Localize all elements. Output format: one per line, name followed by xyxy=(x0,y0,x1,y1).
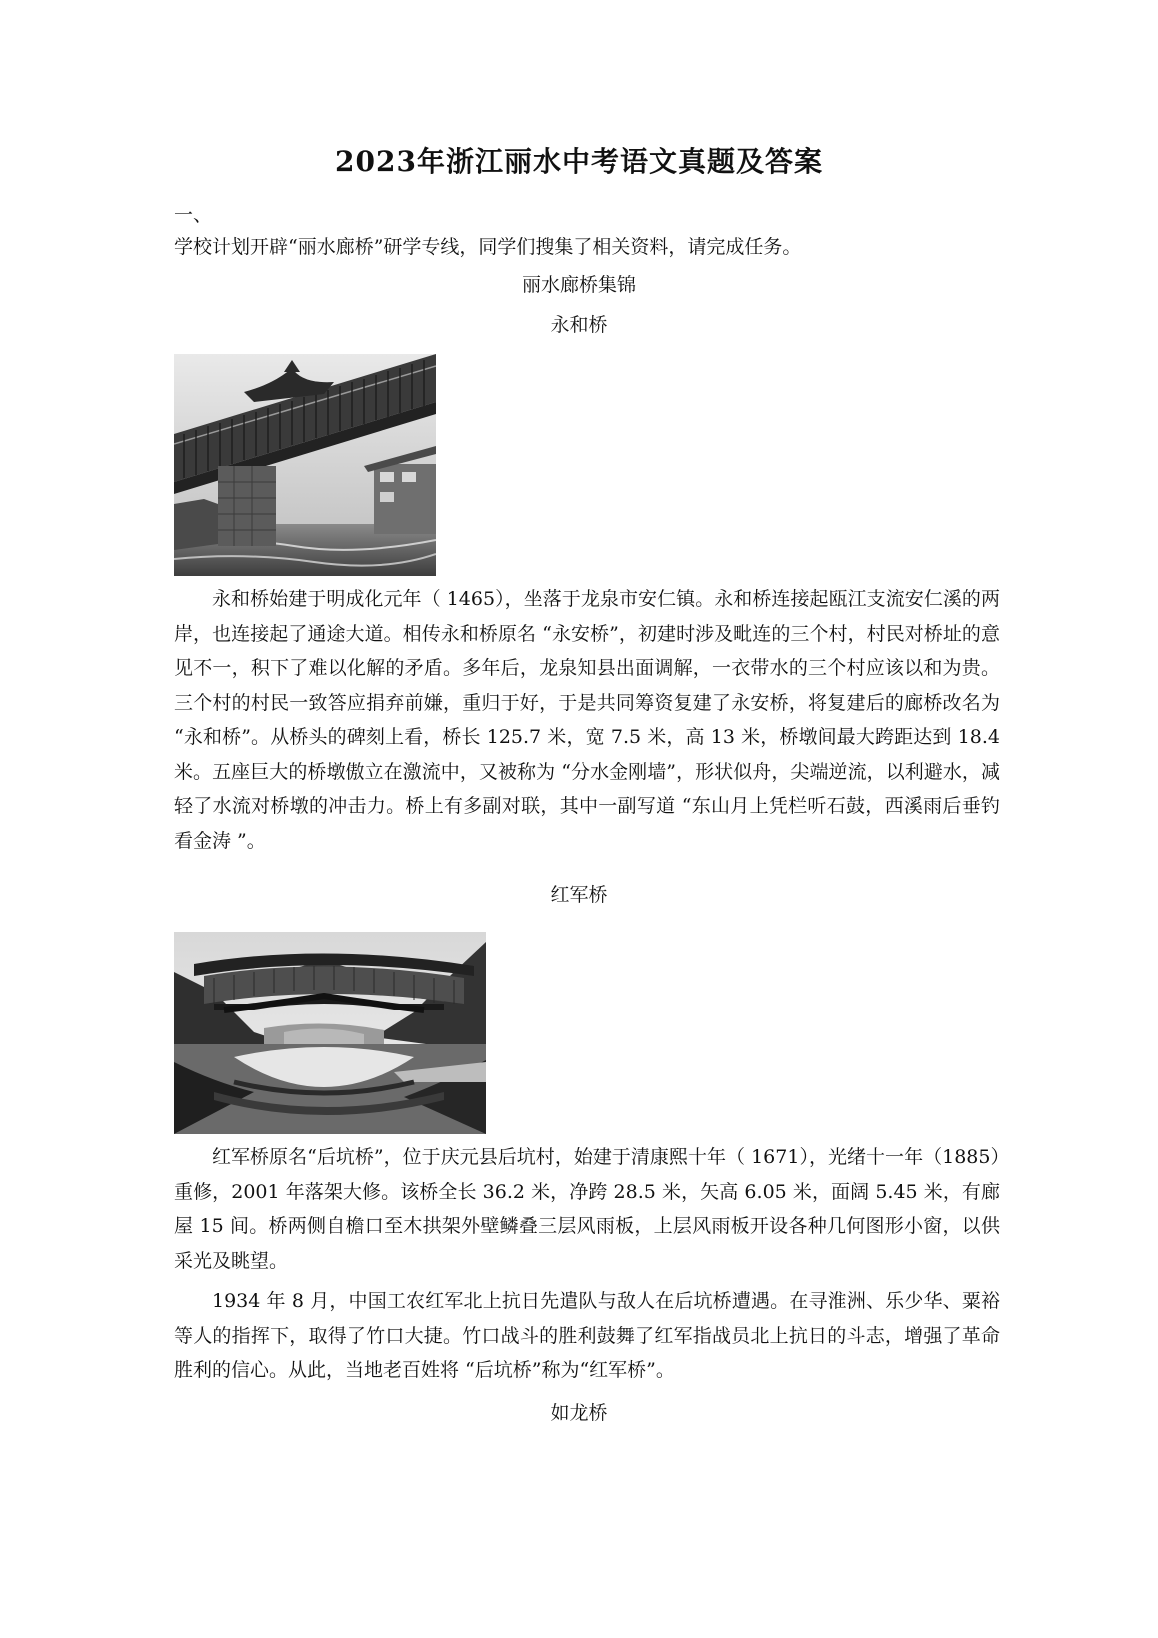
document-title: 2023年浙江丽水中考语文真题及答案 xyxy=(335,145,823,178)
yonghe-paragraph: 永和桥始建于明成化元年（ 1465），坐落于龙泉市安仁镇。永和桥连接起瓯江支流安仁溪的两岸，也连接起了通途大道。相传永和桥原名 “永安桥”，初建时涉及毗连的三个村，村民对桥址的意见不一，积下了难以化解的矛盾。多年后，龙泉知县出面调解，一衣带水的三个村应该以和为贵。三个村的村民一致答应捐弃前嫌，重归于好，于是共同筹资复建了永安桥，将复建后的廊桥改名为 “永和桥”。从桥头的碑刻上看，桥长 125.7 米，宽 7.5 米，高 13 米，桥墩间最大跨距达到 18.4 米。五座巨大的桥墩傲立在激流中，又被称为 “分水金刚墙”，形状似舟，尖端逆流，以利避水，减轻了水流对桥墩的冲击力。桥上有多副对联，其中一副写道 “东山月上凭栏听石鼓，西溪雨后垂钓看金涛 ”。 xyxy=(174,588,1000,852)
bridge-heading-rulong: 如龙桥 xyxy=(550,1402,608,1424)
bridge-heading-hongjun: 红军桥 xyxy=(550,884,608,906)
section-number: 一、 xyxy=(174,204,213,226)
collection-title: 丽水廊桥集锦 xyxy=(521,274,636,296)
hongjun-paragraph-1: 红军桥原名“后坑桥”，位于庆元县后坑村，始建于清康熙十年（ 1671），光绪十一年（1885）重修，2001 年落架大修。该桥全长 36.2 米，净跨 28.5 米，矢高 6.05 米，面阔 5.45 米，有廊屋 15 间。桥两侧自檐口至木拱架外壁鳞叠三层风雨板，上层风雨板开设各种几何图形小窗，以供采光及眺望。 xyxy=(174,1146,1000,1272)
bridge-heading-yonghe: 永和桥 xyxy=(550,314,608,336)
hongjun-bridge-photo xyxy=(174,932,486,1134)
yonghe-bridge-photo xyxy=(174,354,436,576)
hongjun-paragraph-2: 1934 年 8 月，中国工农红军北上抗日先遣队与敌人在后坑桥遭遇。在寻淮洲、乐少华、粟裕等人的指挥下，取得了竹口大捷。竹口战斗的胜利鼓舞了红军指战员北上抗日的斗志，增强了革命胜利的信心。从此，当地老百姓将 “后坑桥”称为“红军桥”。 xyxy=(174,1290,1000,1381)
intro-text: 学校计划开辟“丽水廊桥”研学专线，同学们搜集了相关资料，请完成任务。 xyxy=(174,236,802,258)
